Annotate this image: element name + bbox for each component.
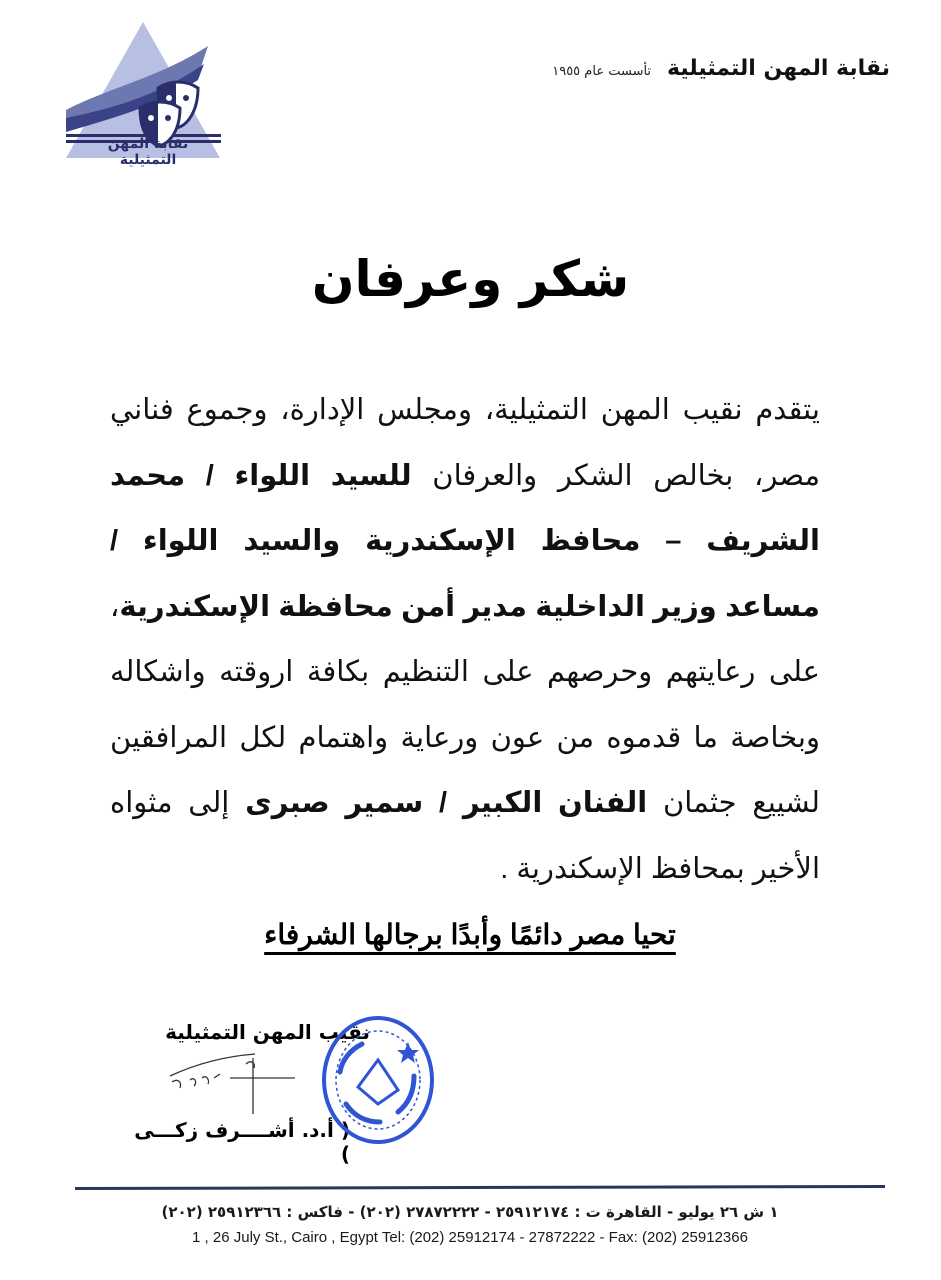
body-text-2: ، على رعايتهم وحرصهم على التنظيم بكافة اروقته واشكاله وبخاصة ما قدموه من عون ورعاية واهتمام لكل المرافقين لشييع جثمان — [110, 590, 820, 819]
founded-date: تأسست عام ١٩٥٥ — [552, 64, 652, 79]
signature-scribble-icon — [150, 1048, 300, 1118]
footer-address-english: 1 , 26 July St., Cairo , Egypt Tel: (202) 25912174 - 27872222 - Fax: (202) 25912366 — [192, 1229, 748, 1246]
letterhead — [510, 56, 890, 96]
footer-divider — [75, 1185, 885, 1190]
official-stamp — [318, 1012, 436, 1147]
body-text-1: يتقدم نقيب المهن التمثيلية، ومجلس الإدارة، وجموع فناني مصر، بخالص الشكر والعرفان — [110, 394, 821, 492]
signatory-name: ( أ.د. أشــــرف زكـــى ) — [134, 1118, 350, 1166]
org-name: نقابة المهن التمثيلية — [667, 56, 890, 81]
footer-address-arabic: ١ ش ٢٦ يوليو - القاهرة ت : ٢٥٩١٢١٧٤ - ٢٧٨٧٢٢٢٢ (٢٠٢) - فاكس : ٢٥٩١٢٣٦٦ (٢٠٢) — [161, 1203, 779, 1221]
slogan: تحيا مصر دائمًا وأبدًا برجالها الشرفاء — [264, 919, 676, 950]
document-title: شكر وعرفان — [311, 250, 630, 308]
body-bold-officials: للسيد اللواء / محمد الشريف – محافظ الإسكندرية والسيد اللواء / مساعد وزير الداخلية مدير أمن محافظة الإسكندرية — [110, 459, 820, 623]
round-seal-icon — [318, 1012, 436, 1147]
syndicate-logo — [58, 18, 228, 168]
handwritten-signature — [150, 1048, 300, 1118]
body-bold-artist: الفنان الكبير / سمير صبرى — [245, 787, 648, 819]
signatory-title: نقيب المهن التمثيلية — [165, 1020, 370, 1044]
body-text-3: إلى مثواه الأخير بمحافظ الإسكندرية . — [110, 787, 820, 885]
letter-body — [110, 378, 820, 902]
logo-caption: نقابة المهن التمثيلية — [107, 136, 189, 168]
